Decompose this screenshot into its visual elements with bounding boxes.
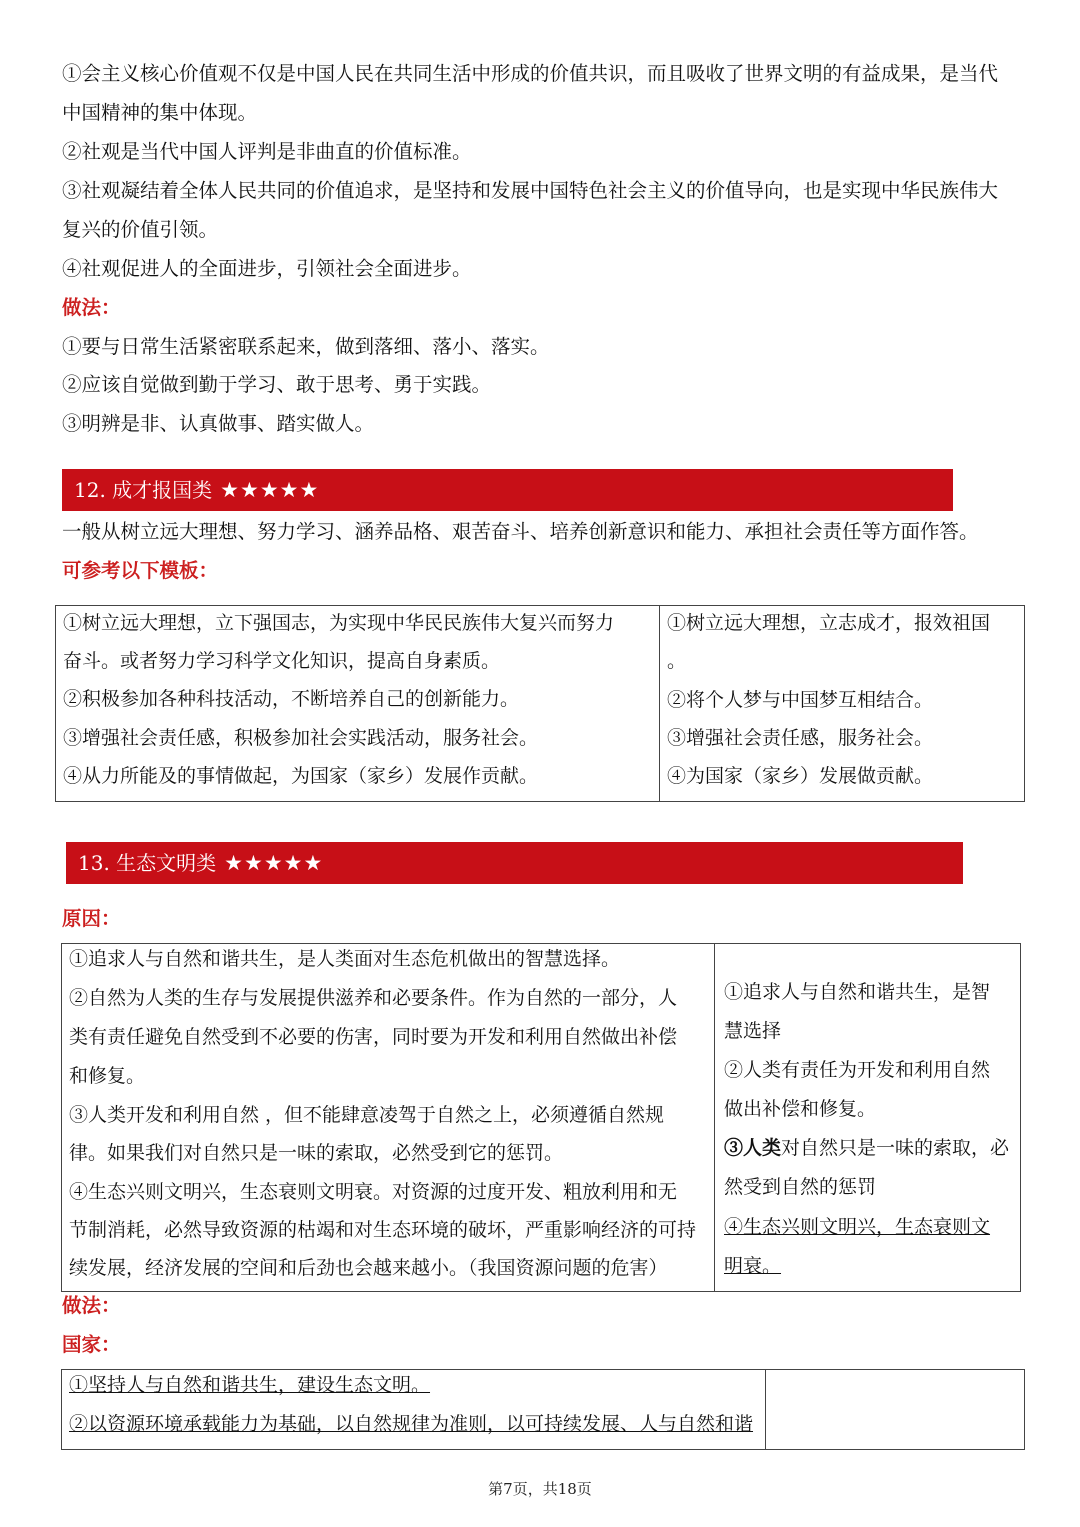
s13-right-line-8: 明衰。 [724, 1255, 782, 1277]
practice-line-1: ①要与日常生活紧密联系起来，做到落细、落小、落实。 [62, 335, 550, 358]
nation-line-1: ①坚持人与自然和谐共生，建设生态文明。 [69, 1374, 431, 1396]
intro-line-6: ④社观促进人的全面进步，引领社会全面进步。 [62, 257, 472, 280]
section-13-table-left-cell [62, 944, 714, 1291]
s13-left-line-5: ③人类开发和利用自然 ，但不能肆意凌驾于自然之上，必须遵循自然规 [69, 1104, 665, 1126]
s13-right-line-7: ④生态兴则文明兴，生态衰则文 [724, 1216, 991, 1238]
s12-right-line-3: ②将个人梦与中国梦互相结合。 [667, 689, 934, 711]
section-12-banner [62, 469, 953, 511]
s13-right-line-5 [724, 1136, 1009, 1160]
s13-left-line-9: 续发展，经济发展的空间和后劲也会越来越小。（我国资源问题的危害） [69, 1257, 668, 1279]
section-12-title: 12. 成才报国类 [74, 478, 213, 502]
intro-line-1: ①会主义核心价值观不仅是中国人民在共同生活中形成的价值共识，而且吸收了世界文明的有益成果，是当代 [62, 62, 999, 85]
s13-left-line-7: ④生态兴则文明兴，生态衰则文明衰。对资源的过度开发、粗放利用和无 [69, 1181, 678, 1203]
s13-left-line-8: 节制消耗，必然导致资源的枯竭和对生态环境的破坏，严重影响经济的可持 [69, 1219, 697, 1241]
s13-left-line-2: ②自然为人类的生存与发展提供滋养和必要条件。作为自然的一部分，人 [69, 987, 678, 1009]
section-13-title: 13. 生态文明类 [78, 851, 217, 875]
s12-right-line-1: ①树立远大理想，立志成才，报效祖国 [667, 612, 991, 634]
s13-right-line-5-text: 对自然只是一味的索取，必 [781, 1137, 1010, 1159]
section-13-practice-heading: 做法： [62, 1294, 121, 1317]
section-13-stars: ★★★★★ [224, 851, 324, 875]
s12-left-line-3: ②积极参加各种科技活动，不断培养自己的创新能力。 [63, 688, 520, 710]
section-13-reason-heading: 原因： [62, 907, 121, 930]
practice-line-2: ②应该自觉做到勤于学习、敢于思考、勇于实践。 [62, 373, 492, 396]
section-13-nation-heading: 国家： [62, 1333, 121, 1356]
practice-line-3: ③明辨是非、认真做事、踏实做人。 [62, 412, 375, 435]
intro-line-4: ③社观凝结着全体人民共同的价值追求，是坚持和发展中国特色社会主义的价值导向，也是实现中华民族伟大 [62, 179, 999, 202]
page-number-footer: 第7页，共18页 [488, 1480, 592, 1498]
s13-right-bold-prefix: ③人类 [724, 1137, 782, 1159]
nation-line-2: ②以资源环境承载能力为基础，以自然规律为准则，以可持续发展、人与自然和谐 [69, 1413, 754, 1435]
practice-heading: 做法： [62, 296, 121, 319]
s13-left-line-1: ①追求人与自然和谐共生，是人类面对生态危机做出的智慧选择。 [69, 948, 621, 970]
intro-line-2: 中国精神的集中体现。 [62, 101, 258, 124]
s12-right-line-4: ③增强社会责任感，服务社会。 [667, 727, 934, 749]
section-13-table-right-cell [714, 944, 1020, 1291]
s12-right-line-2: 。 [667, 650, 687, 672]
section-12-table-left-cell [56, 606, 659, 801]
s12-left-line-1: ①树立远大理想，立下强国志，为实现中华民民族伟大复兴而努力 [63, 612, 615, 634]
section-13-reason-table [61, 943, 1021, 1292]
s13-right-line-4: 做出补偿和修复。 [724, 1098, 877, 1120]
s13-right-line-2: 慧选择 [724, 1020, 782, 1042]
s13-left-line-3: 类有责任避免自然受到不必要的伤害，同时要为开发和利用自然做出补偿 [69, 1026, 678, 1048]
section-12-table [55, 605, 1025, 802]
nation-table-right-cell [765, 1370, 1024, 1449]
s13-right-line-6: 然受到自然的惩罚 [724, 1176, 877, 1198]
section-12-summary: 一般从树立远大理想、努力学习、涵养品格、艰苦奋斗、培养创新意识和能力、承担社会责任等方面作答。 [62, 520, 979, 543]
intro-line-5: 复兴的价值引领。 [62, 218, 219, 241]
s13-right-line-3: ②人类有责任为开发和利用自然 [724, 1059, 991, 1081]
s13-right-line-1: ①追求人与自然和谐共生，是智 [724, 981, 991, 1003]
intro-line-3: ②社观是当代中国人评判是非曲直的价值标准。 [62, 140, 472, 163]
s12-left-line-5: ④从力所能及的事情做起，为国家（家乡）发展作贡献。 [63, 765, 539, 787]
s12-right-line-5: ④为国家（家乡）发展做贡献。 [667, 765, 934, 787]
nation-table-left-cell [62, 1370, 765, 1449]
section-12-table-right-cell [659, 606, 1024, 801]
section-12-stars: ★★★★★ [220, 478, 320, 502]
s13-left-line-6: 律。如果我们对自然只是一味的索取，必然受到它的惩罚。 [69, 1142, 564, 1164]
s13-left-line-4: 和修复。 [69, 1065, 146, 1087]
section-12-template-heading: 可参考以下模板： [62, 559, 219, 582]
s12-left-line-4: ③增强社会责任感，积极参加社会实践活动，服务社会。 [63, 727, 539, 749]
section-13-nation-table [61, 1369, 1025, 1450]
section-13-banner [66, 842, 963, 884]
s12-left-line-2: 奋斗。或者努力学习科学文化知识，提高自身素质。 [63, 650, 501, 672]
